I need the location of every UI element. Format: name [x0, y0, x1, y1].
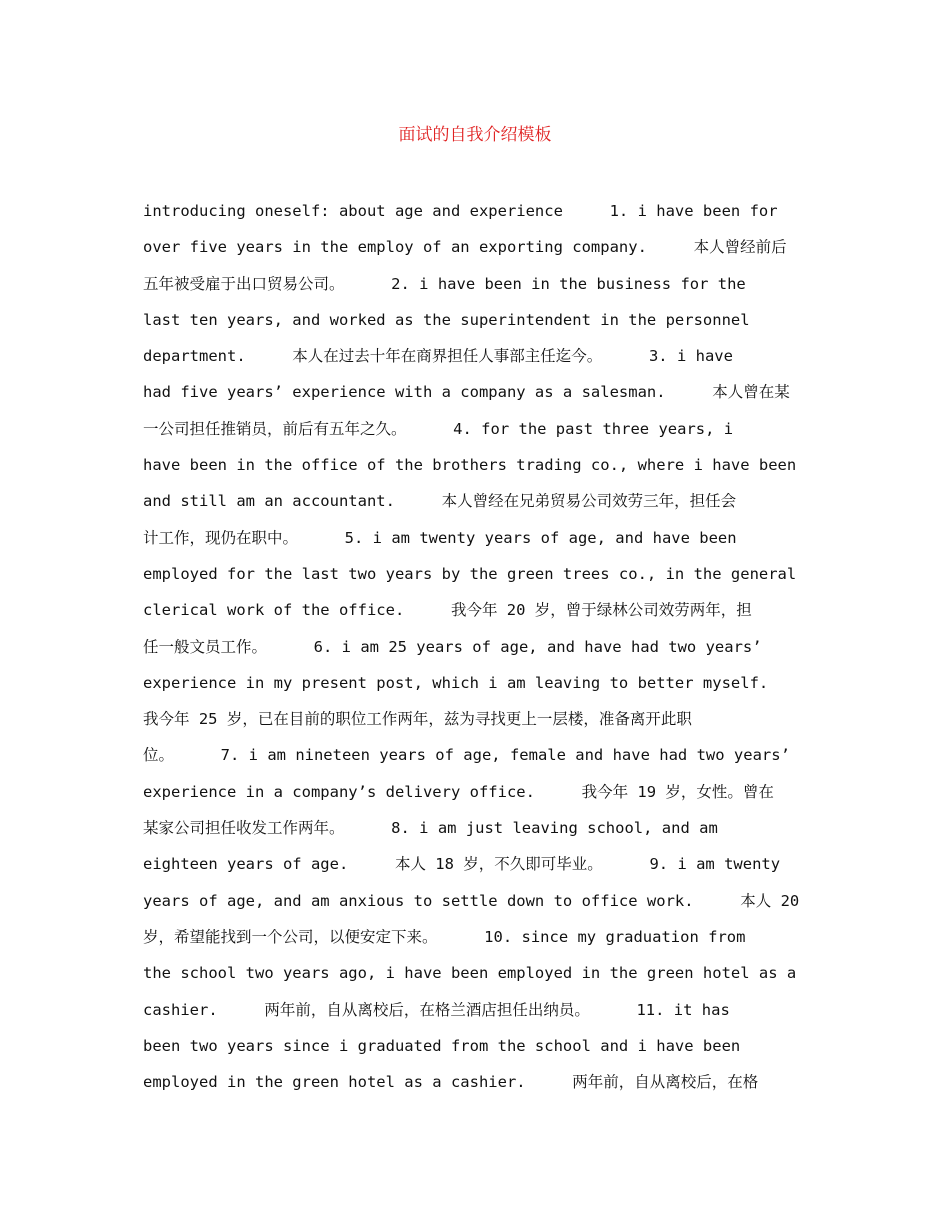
body-line: had five years’ experience with a company as a salesman. 本人曾在某 — [143, 383, 790, 402]
body-line: eighteen years of age. 本人 18 岁，不久即可毕业。 9. i am twenty — [143, 855, 781, 874]
body-line: clerical work of the office. 我今年 20 岁，曾于绿林公司效劳两年，担 — [143, 601, 752, 620]
body-line: have been in the office of the brothers trading co., where i have been — [143, 456, 797, 475]
body-line: department. 本人在过去十年在商界担任人事部主任迄今。 3. i have — [143, 347, 733, 366]
body-line: employed for the last two years by the green trees co., in the general — [143, 564, 797, 583]
document-title: 面试的自我介绍模板 — [398, 125, 552, 145]
body-line: 五年被受雇于出口贸易公司。 2. i have been in the business for the — [143, 274, 746, 293]
body-line: 任一般文员工作。 6. i am 25 years of age, and have had two years’ — [143, 637, 762, 656]
body-line: 我今年 25 岁，已在目前的职位工作两年，兹为寻找更上一层楼，准备离开此职 — [143, 710, 692, 729]
body-line: 一公司担任推销员，前后有五年之久。 4. for the past three years, i — [143, 419, 734, 438]
body-line: 计工作，现仍在职中。 5. i am twenty years of age, and have been — [143, 528, 737, 547]
body-line: 岁，希望能找到一个公司，以便安定下来。 10. since my graduation from — [143, 927, 746, 946]
body-line: 某家公司担任收发工作两年。 8. i am just leaving school, and am — [143, 819, 718, 838]
body-line: cashier. 两年前，自从离校后，在格兰酒店担任出纳员。 11. it has — [143, 1000, 730, 1019]
body-line: been two years since i graduated from the school and i have been — [143, 1036, 741, 1055]
body-line: over five years in the employ of an exporting company. 本人曾经前后 — [143, 238, 787, 257]
body-line: last ten years, and worked as the superintendent in the personnel — [143, 310, 750, 329]
body-line: the school two years ago, i have been employed in the green hotel as a — [143, 964, 797, 983]
body-line: years of age, and am anxious to settle down to office work. 本人 20 — [143, 891, 800, 910]
body-line: experience in a company’s delivery office. 我今年 19 岁，女性。曾在 — [143, 782, 774, 801]
body-line: experience in my present post, which i am leaving to better myself. — [143, 673, 769, 692]
body-line: 位。 7. i am nineteen years of age, female and have had two years’ — [143, 746, 790, 765]
body-line: and still am an accountant. 本人曾经在兄弟贸易公司效劳三年，担任会 — [143, 492, 737, 511]
body-line: introducing oneself: about age and experience 1. i have been for — [143, 202, 778, 220]
body-line: employed in the green hotel as a cashier. 两年前，自从离校后，在格 — [143, 1073, 759, 1092]
document-body — [143, 193, 808, 1100]
